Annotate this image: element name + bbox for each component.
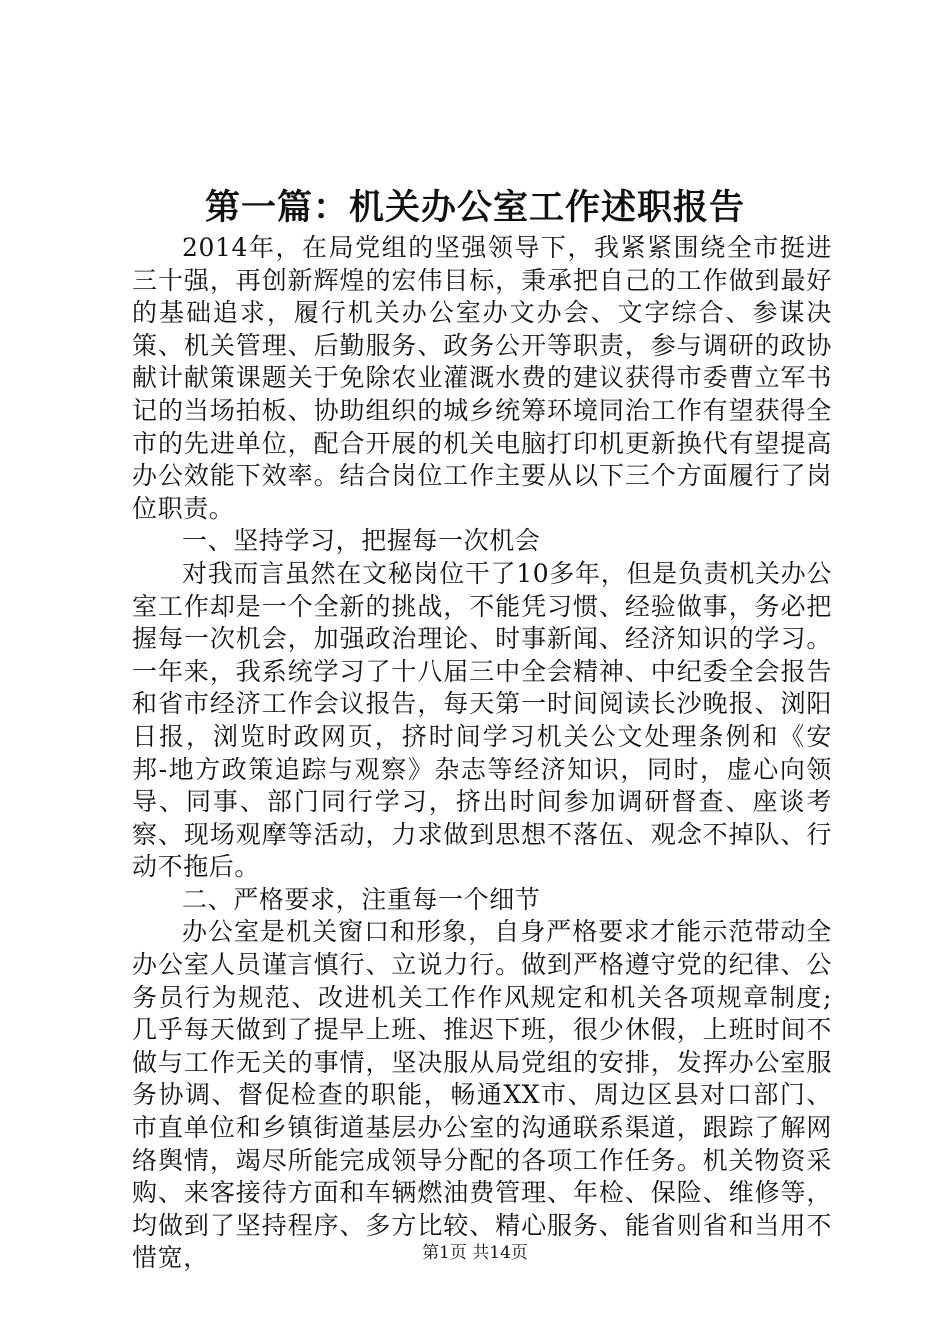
- page-number-footer: 第1页 共14页: [422, 1243, 528, 1263]
- section-paragraph-2: 办公室是机关窗口和形象，自身严格要求才能示范带动全办公室人员谨言慎行、立说力行。做到严格遵守党的纪律、公务员行为规范、改进机关工作作风规定和机关各项规章制度;几乎每天做到了提早上班、推迟下班，很少休假，上班时间不做与工作无关的事情，坚决服从局党组的安排，发挥办公室服务协调、督促检查的职能，畅通XX市、周边区县对口部门、市直单位和乡镇街道基层办公室的沟通联系渠道，跟踪了解网络舆情，竭尽所能完成领导分配的各项工作任务。机关物资采购、来客接待方面和车辆燃油费管理、年检、保险、维修等，均做到了坚持程序、多方比较、精心服务、能省则省和当用不惜宽，: [132, 917, 832, 1273]
- document-title: 第一篇：机关办公室工作述职报告: [204, 187, 745, 228]
- document-body: [132, 232, 832, 1275]
- section-paragraph-1: 对我而言虽然在文秘岗位干了10多年，但是负责机关办公室工作却是一个全新的挑战，不能凭习惯、经验做事，务必把握每一次机会，加强政治理论、时事新闻、经济知识的学习。一年来，我系统学习了十八届三中全会精神、中纪委全会报告和省市经济工作会议报告，每天第一时间阅读长沙晚报、浏阳日报，浏览时政网页，挤时间学习机关公文处理条例和《安邦-地方政策追踪与观察》杂志等经济知识，同时，虚心向领导、同事、部门同行学习，挤出时间参加调研督查、座谈考察、现场观摩等活动，力求做到思想不落伍、观念不掉队、行动不拖后。: [132, 558, 832, 882]
- section-heading-2: 二、严格要求，注重每一个细节: [182, 884, 541, 914]
- section-heading-1: 一、坚持学习，把握每一次机会: [182, 526, 541, 556]
- intro-paragraph: 2014年，在局党组的坚强领导下，我紧紧围绕全市挺进三十强，再创新辉煌的宏伟目标，秉承把自己的工作做到最好的基础追求，履行机关办公室办文办会、文字综合、参谋决策、机关管理、后勤服务、政务公开等职责，参与调研的政协献计献策课题关于免除农业灌溉水费的建议获得市委曹立军书记的当场拍板、协助组织的城乡统筹环境同治工作有望获得全市的先进单位，配合开展的机关电脑打印机更新换代有望提高办公效能下效率。结合岗位工作主要从以下三个方面履行了岗位职责。: [132, 233, 832, 523]
